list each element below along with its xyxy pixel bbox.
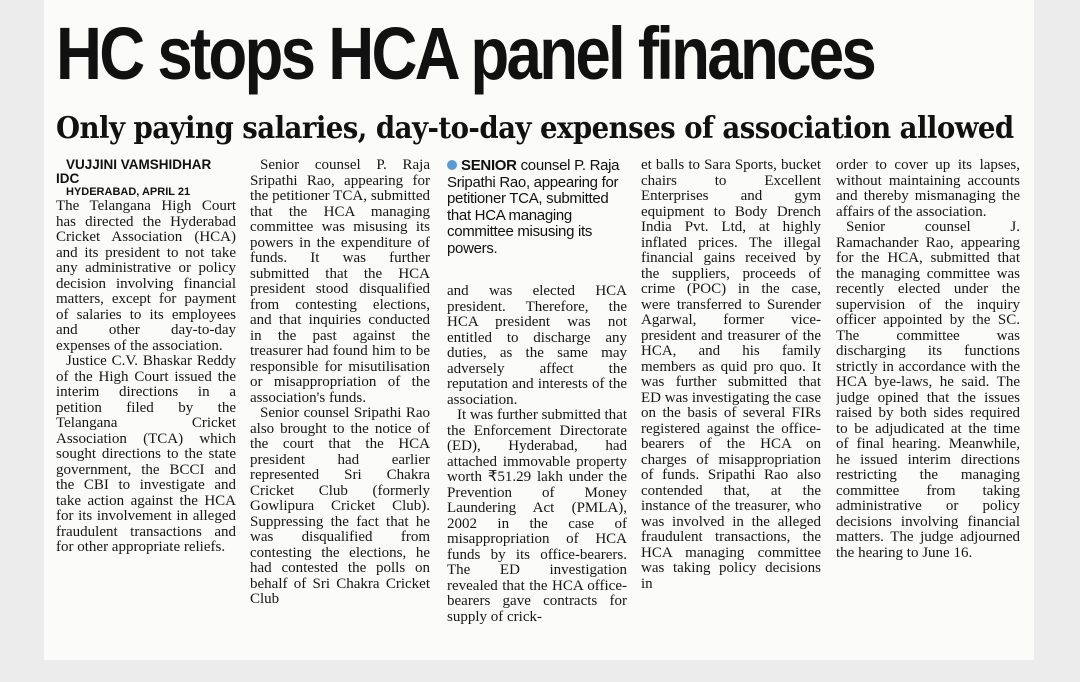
subheadline: Only paying salaries, day-to-day expenses of association allowed: [56, 111, 1014, 146]
paragraph: Senior counsel P. Raja Sripathi Rao, appearing for the petitioner TCA, submitted that the HCA managing committee was misusing its powers in the expenditure of funds. It was further submitted that the HCA president stood disqualified from contesting elections, and that inquiries conducted in the past against the treasurer had found him to be responsible for misutilisation or misappropriation of the association's funds.: [250, 158, 430, 406]
paragraph: It was further submitted that the Enforcement Directorate (ED), Hyderabad, had attached immovable property worth ₹51.29 lakh under the Prevention of Money Laundering Act (PMLA), 2002 in the case of misappropriation of HCA funds by its office-bearers. The ED investigation revealed that the HCA office-bearers gave contracts for supply of crick-: [447, 407, 627, 625]
column-2: [250, 158, 430, 656]
column-1: [56, 158, 236, 656]
bullet-dot-icon: [447, 160, 457, 170]
paragraph: The Telangana High Court has directed the Hyderabad Cricket Association (HCA) and its president to not take any administrative or policy decision involving financial matters, except for payment of salaries to its employees and other day-to-day expenses of the association.: [56, 198, 236, 354]
paragraph: Senior counsel J. Ramachander Rao, appearing for the HCA, submitted that the managing committee was recently elected under the supervision of the inquiry officer appointed by the SC. The committee was discharging its functions strictly in accordance with the HCA bye-laws, he said. The judge opined that the issues raised by both sides required to be adjudicated at the time of final hearing. Meanwhile, he issued interim directions restricting the managing committee from taking administrative or policy decisions involving financial matters. The judge adjourned the hearing to June 16.: [836, 219, 1020, 561]
column-3: [447, 284, 627, 656]
column-5: [836, 158, 1020, 656]
paragraph: Justice C.V. Bhaskar Reddy of the High Court issued the interim directions in a petition filed by the Telangana Cricket Association (TCA) which sought directions to the state government, the BCCI and the CBI to investigate and take action against the HCA for its involvement in alleged fraudulent transactions and for other appropriate reliefs.: [56, 353, 236, 555]
newspaper-clipping: [44, 0, 1034, 660]
paragraph: Senior counsel Sripathi Rao also brought to the notice of the court that the HCA president had earlier represented Sri Chakra Cricket Club (formerly Gowlipura Cricket Club). Suppressing the fact that he was disqualified from contesting the elections, he had contested the polls on behalf of Sri Chakra Cricket Club: [250, 405, 430, 607]
paragraph: et balls to Sara Sports, bucket chairs to Excellent Enterprises and gym equipment to Body Drench India Pvt. Ltd, at highly inflated prices. The illegal financial gains received by the suppliers, proceeds of crime (POC) in the case, were transferred to Surender Agarwal, former vice-president and treasurer of the HCA, and his family members as quid pro quo. It was further submitted that ED was investigating the case on the basis of several FIRs registered against the office-bearers of the HCA on charges of misappropriation of funds. Sripathi Rao also contended that, at the instance of the treasurer, who was involved in the alleged fraudulent transactions, the HCA managing committee was taking policy decisions in: [641, 158, 821, 592]
paragraph: and was elected HCA president. Therefore, the HCA president was not entitled to discharge any duties, as the same may adversely affect the reputation and interests of the association.: [447, 284, 627, 408]
pull-quote: [447, 158, 631, 257]
column-4: [641, 158, 821, 656]
paragraph: order to cover up its lapses, without maintaining accounts and thereby mismanaging the affairs of the association.: [836, 158, 1020, 220]
byline: VUJJINI VAMSHIDHAR IDC: [56, 158, 212, 186]
headline: HC stops HCA panel finances: [56, 12, 874, 95]
pull-quote-lead: SENIOR: [461, 157, 517, 174]
pull-quote-text: counsel P. Raja Sripathi Rao, appearing for petitioner TCA, submitted that HCA managing committee misusing its powers.: [447, 157, 620, 257]
dateline: HYDERABAD, APRIL 21: [66, 186, 191, 198]
